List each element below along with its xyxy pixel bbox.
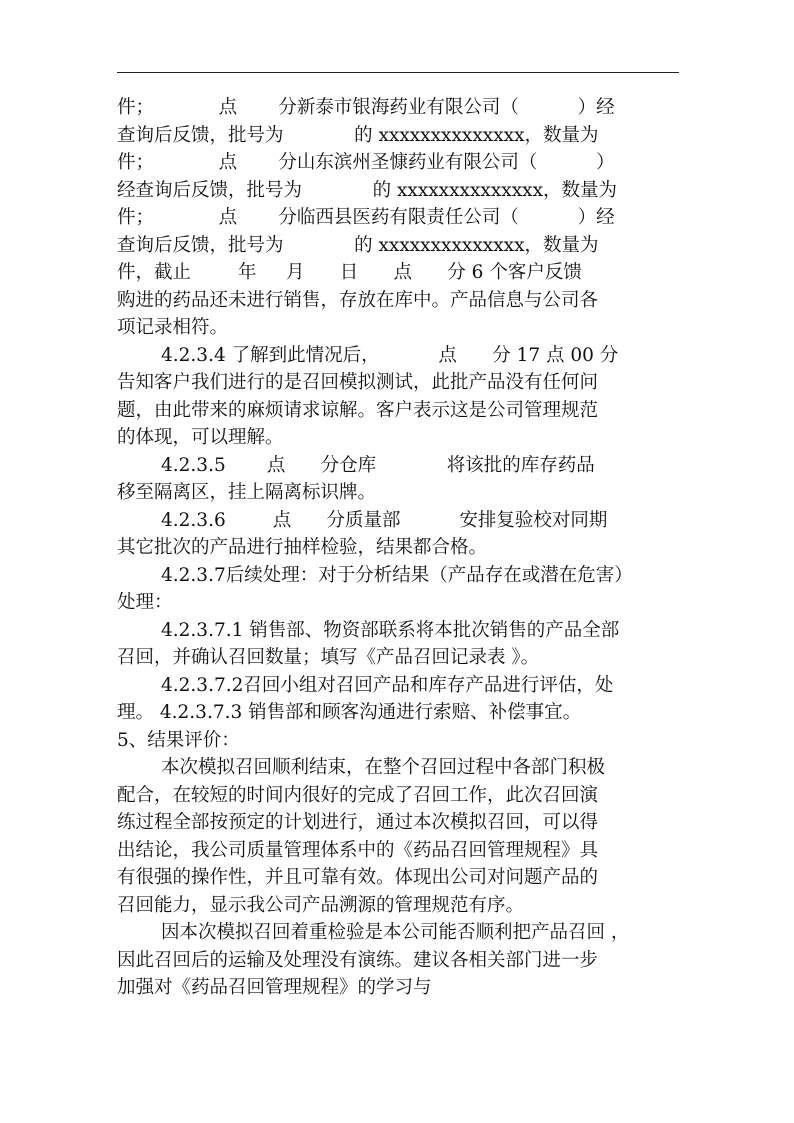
text-line: 件； 点 分山东滨州圣慷药业有限公司（ ）: [117, 152, 615, 173]
document-body: [117, 94, 697, 1002]
text-line: 4.2.3.5 点 分仓库 将该批的库存药品: [161, 454, 595, 476]
text-line: 配合，在较短的时间内很好的完成了召回工作，此次召回演: [117, 784, 599, 806]
text-line: 题，由此带来的麻烦请求谅解。客户表示这是公司管理规范: [117, 399, 599, 421]
text-line: 其它批次的产品进行抽样检验，结果都合格。: [117, 537, 488, 558]
text-line: 的体现，可以理解。: [117, 427, 284, 448]
text-line: 查询后反馈，批号为 的 xxxxxxxxxxxxxx，数量为: [117, 124, 599, 146]
text-line: 因此召回后的运输及处理没有演练。建议各相关部门进一步: [117, 949, 599, 971]
text-line: 件； 点 分临西县医药有限责任公司（ ）经: [117, 207, 615, 228]
text-line: 召回，并确认召回数量；填写《产品召回记录表 》。: [117, 647, 540, 668]
text-line: 处理：: [117, 592, 173, 613]
text-line: 项记录相符。: [117, 317, 229, 338]
text-line: 件； 点 分新泰市银海药业有限公司（ ）经: [117, 97, 615, 118]
header-rule: [117, 72, 679, 73]
text-line: 4.2.3.7.1 销售部、物资部联系将本批次销售的产品全部: [161, 619, 620, 641]
text-line: 4.2.3.7.2召回小组对召回产品和库存产品进行评估，处: [161, 674, 614, 696]
text-line: 有很强的操作性，并且可靠有效。体现出公司对问题产品的: [117, 867, 599, 888]
text-line: 查询后反馈，批号为 的 xxxxxxxxxxxxxx，数量为: [117, 234, 599, 256]
text-line: 4.2.3.4 了解到此情况后， 点 分 17 点 00 分: [161, 344, 619, 366]
text-line: 召回能力，显示我公司产品溯源的管理规范有序。: [117, 894, 525, 916]
text-line: 因本次模拟召回着重检验是本公司能否顺利把产品召回 ，: [161, 922, 630, 943]
text-line: 购进的药品还未进行销售，存放在库中。产品信息与公司各: [117, 289, 599, 311]
text-line: 出结论，我公司质量管理体系中的《药品召回管理规程》具: [117, 839, 599, 861]
text-line: 移至隔离区，挂上隔离标识牌。: [117, 482, 377, 503]
text-line: 理。 4.2.3.7.3 销售部和顾客沟通进行索赔、补偿事宜。: [117, 702, 582, 723]
text-line: 4.2.3.7后续处理：对于分析结果（产品存在或潜在危害）: [161, 564, 633, 586]
text-line: 5、结果评价：: [117, 729, 240, 751]
text-line: 经查询后反馈，批号为 的 xxxxxxxxxxxxxx，数量为: [117, 179, 618, 201]
text-line: 4.2.3.6 点 分质量部 安排复验校对同期: [161, 509, 608, 531]
text-line: 本次模拟召回顺利结束，在整个召回过程中各部门积极: [161, 757, 606, 778]
text-line: 告知客户我们进行的是召回模拟测试，此批产品没有任何问: [117, 372, 599, 393]
text-line: 件，截止 年 月 日 点 分 6 个客户反馈: [117, 262, 582, 283]
text-line: 加强对《药品召回管理规程》的学习与: [117, 977, 432, 998]
text-line: 练过程全部按预定的计划进行，通过本次模拟召回，可以得: [117, 812, 599, 833]
